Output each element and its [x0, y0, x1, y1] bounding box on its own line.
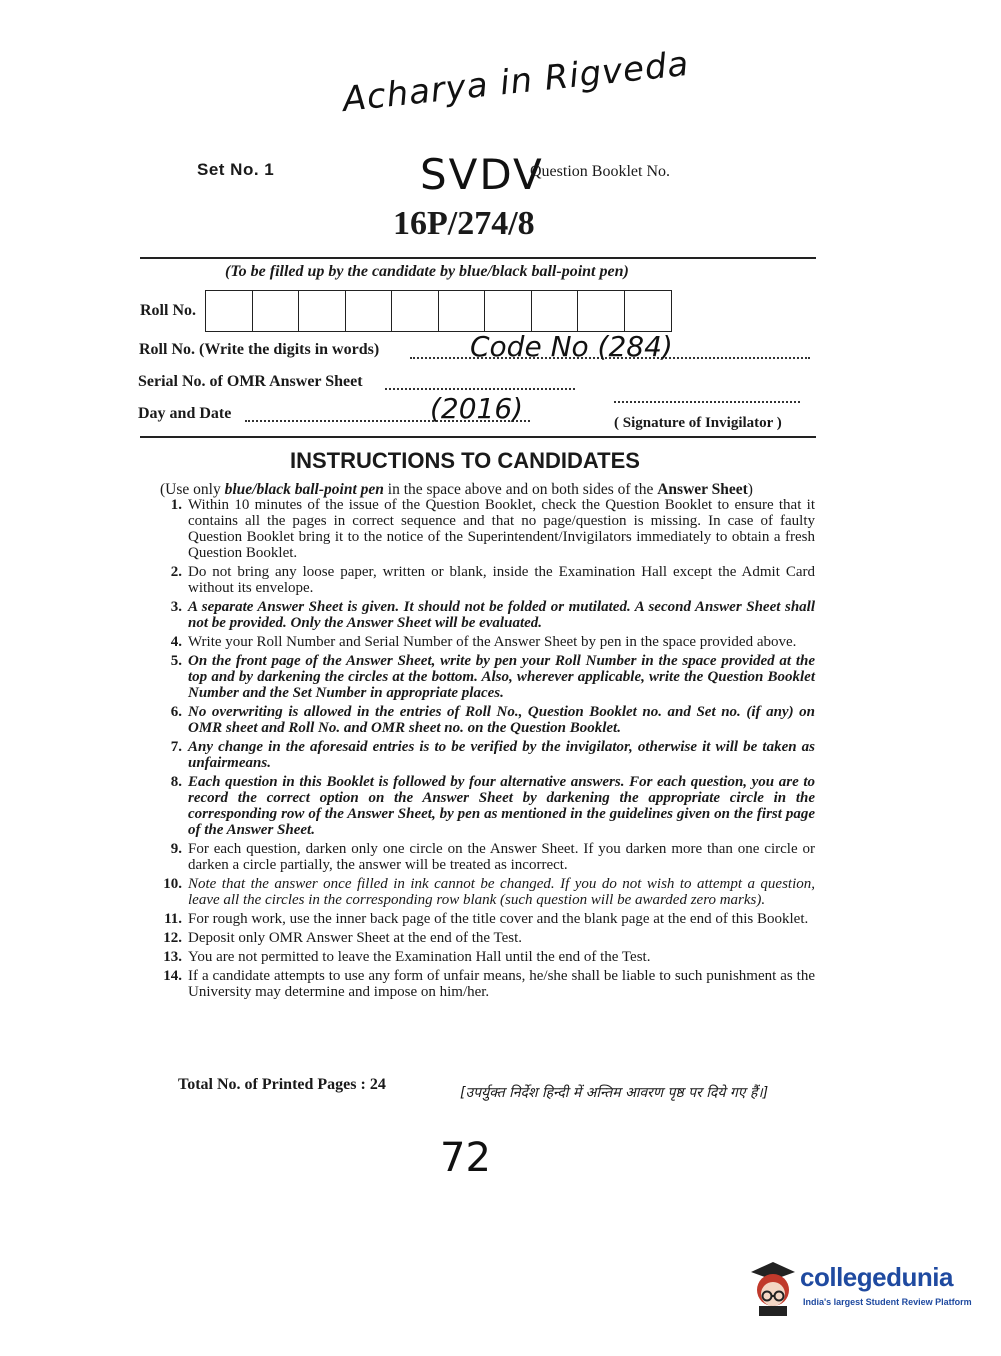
roll-digit-box[interactable] — [346, 291, 393, 331]
instruction-number: 14. — [163, 968, 182, 984]
day-date-label: Day and Date — [138, 405, 232, 422]
question-booklet-code: 16P/274/8 — [393, 205, 535, 242]
instruction-text: For each question, darken only one circle on the Answer Sheet. If you darken more than one circle or darken a circle partially, the answer will be treated as incorrect. — [188, 841, 815, 873]
roll-digit-box[interactable] — [206, 291, 253, 331]
instruction-number: 13. — [163, 949, 182, 965]
instruction-number: 11. — [164, 911, 182, 927]
instruction-number: 8. — [170, 774, 182, 790]
intro-part: (Use only — [160, 481, 225, 498]
invigilator-signature-line[interactable] — [614, 401, 800, 403]
instruction-item — [155, 774, 815, 838]
instruction-number: 5. — [170, 653, 182, 669]
roll-words-label: Roll No. (Write the digits in words) — [139, 341, 380, 358]
intro-part: ) — [747, 481, 753, 498]
instruction-text: For rough work, use the inner back page of the title cover and the blank page at the end of this Booklet. — [188, 911, 809, 927]
roll-digit-box[interactable] — [485, 291, 532, 331]
instruction-text: Within 10 minutes of the issue of the Question Booklet, check the Question Booklet to ensure that it contains all the pages in correct sequence and that no page/question is missing. In case of faulty Question Booklet bring it to the notice of the Superintendent/Invigilators immediately to obtain a fresh Question Booklet. — [188, 497, 815, 561]
instruction-item — [155, 841, 815, 873]
instruction-text: Do not bring any loose paper, written or blank, inside the Examination Hall except the Admit Card without its envelope. — [188, 564, 815, 596]
instruction-number: 2. — [170, 564, 182, 580]
instruction-number: 9. — [170, 841, 182, 857]
logo-tagline: India's largest Student Review Platform — [803, 1297, 972, 1307]
serial-omr-label: Serial No. of OMR Answer Sheet — [138, 373, 363, 390]
intro-bold: Answer Sheet — [657, 481, 748, 498]
instruction-text: Deposit only OMR Answer Sheet at the end of the Test. — [188, 930, 523, 946]
roll-digit-box[interactable] — [532, 291, 579, 331]
mascot-icon — [745, 1258, 801, 1318]
handwritten-code-no: Code No (284) — [470, 330, 673, 363]
roll-digit-box[interactable] — [253, 291, 300, 331]
instruction-item — [155, 653, 815, 701]
instruction-text: Each question in this Booklet is followed by four alternative answers. For each question, you are to record the correct option on the Answer Sheet by darkening the appropriate circle in the corresponding row of the Answer Sheet, by pen as mentioned in the guidelines given on the first page of the Answer Sheet. — [188, 774, 815, 838]
instruction-item — [155, 704, 815, 736]
instructions-list — [155, 497, 815, 1003]
instruction-number: 12. — [163, 930, 182, 946]
intro-italic: blue/black ball-point pen — [224, 481, 384, 498]
instruction-text: Note that the answer once filled in ink cannot be changed. If you do not wish to attempt a question, leave all the circles in the corresponding row blank (such question will be awarded zero marks). — [188, 876, 815, 908]
instruction-item — [155, 599, 815, 631]
handwritten-page-mark: 72 — [440, 1135, 491, 1181]
instruction-item — [155, 968, 815, 1000]
roll-digit-box[interactable] — [439, 291, 486, 331]
invigilator-signature-label: ( Signature of Invigilator ) — [614, 415, 782, 431]
instruction-text: No overwriting is allowed in the entries of Roll No., Question Booklet no. and Set no. (if any) on OMR sheet and Roll No. and OMR sheet no. on the Question Booklet. — [188, 704, 815, 736]
roll-no-label: Roll No. — [140, 302, 196, 319]
instruction-item — [155, 634, 815, 650]
instruction-number: 1. — [170, 497, 182, 513]
serial-omr-line[interactable] — [385, 388, 575, 390]
roll-digit-box[interactable] — [625, 291, 672, 331]
instruction-number: 3. — [170, 599, 182, 615]
instruction-item — [155, 911, 815, 927]
collegedunia-logo — [745, 1258, 975, 1318]
instruction-text: Write your Roll Number and Serial Number of the Answer Sheet by pen in the space provided above. — [188, 634, 797, 650]
roll-digit-box[interactable] — [578, 291, 625, 331]
instruction-item — [155, 564, 815, 596]
top-divider — [140, 257, 816, 259]
instruction-number: 4. — [170, 634, 182, 650]
fill-note: (To be filled up by the candidate by blue/black ball-point pen) — [225, 263, 629, 280]
roll-no-boxes[interactable] — [205, 290, 672, 332]
form-divider — [140, 436, 816, 438]
instruction-item — [155, 739, 815, 771]
logo-brand-text: collegedunia — [800, 1262, 953, 1292]
handwritten-year: (2016) — [430, 392, 524, 425]
instruction-number: 6. — [170, 704, 182, 720]
instruction-item — [155, 876, 815, 908]
instruction-item — [155, 930, 815, 946]
question-booklet-label: Question Booklet No. — [530, 163, 670, 180]
hindi-note: [उपर्युक्त निर्देश हिन्दी में अन्तिम आवरण पृष्ठ पर दिये गए हैं।] — [460, 1085, 769, 1101]
instruction-item — [155, 949, 815, 965]
roll-digit-box[interactable] — [299, 291, 346, 331]
instruction-number: 7. — [170, 739, 182, 755]
instruction-text: Any change in the aforesaid entries is to be verified by the invigilator, otherwise it will be taken as unfairmeans. — [188, 739, 815, 771]
instruction-item — [155, 497, 815, 561]
intro-part: in the space above and on both sides of the — [383, 481, 658, 498]
instructions-heading: INSTRUCTIONS TO CANDIDATES — [290, 448, 640, 473]
instruction-text: On the front page of the Answer Sheet, write by pen your Roll Number in the space provided at the top and by darkening the circles at the bottom. Also, wherever applicable, write the Question Booklet Number and the Set Number in appropriate places. — [188, 653, 815, 701]
roll-digit-box[interactable] — [392, 291, 439, 331]
handwritten-subject-code: SVDV — [420, 150, 544, 199]
handwritten-title: Acharya in Rigveda — [340, 43, 692, 121]
instruction-text: A separate Answer Sheet is given. It should not be folded or mutilated. A second Answer Sheet shall not be provided. Only the Answer Sheet will be evaluated. — [188, 599, 815, 631]
instruction-text: If a candidate attempts to use any form of unfair means, he/she shall be liable to such punishment as the University may determine and impose on him/her. — [188, 968, 815, 1000]
instruction-number: 10. — [163, 876, 182, 892]
total-printed-pages: Total No. of Printed Pages : 24 — [178, 1076, 386, 1093]
instruction-text: You are not permitted to leave the Examination Hall until the end of the Test. — [188, 949, 651, 965]
set-number: Set No. 1 — [197, 160, 275, 179]
